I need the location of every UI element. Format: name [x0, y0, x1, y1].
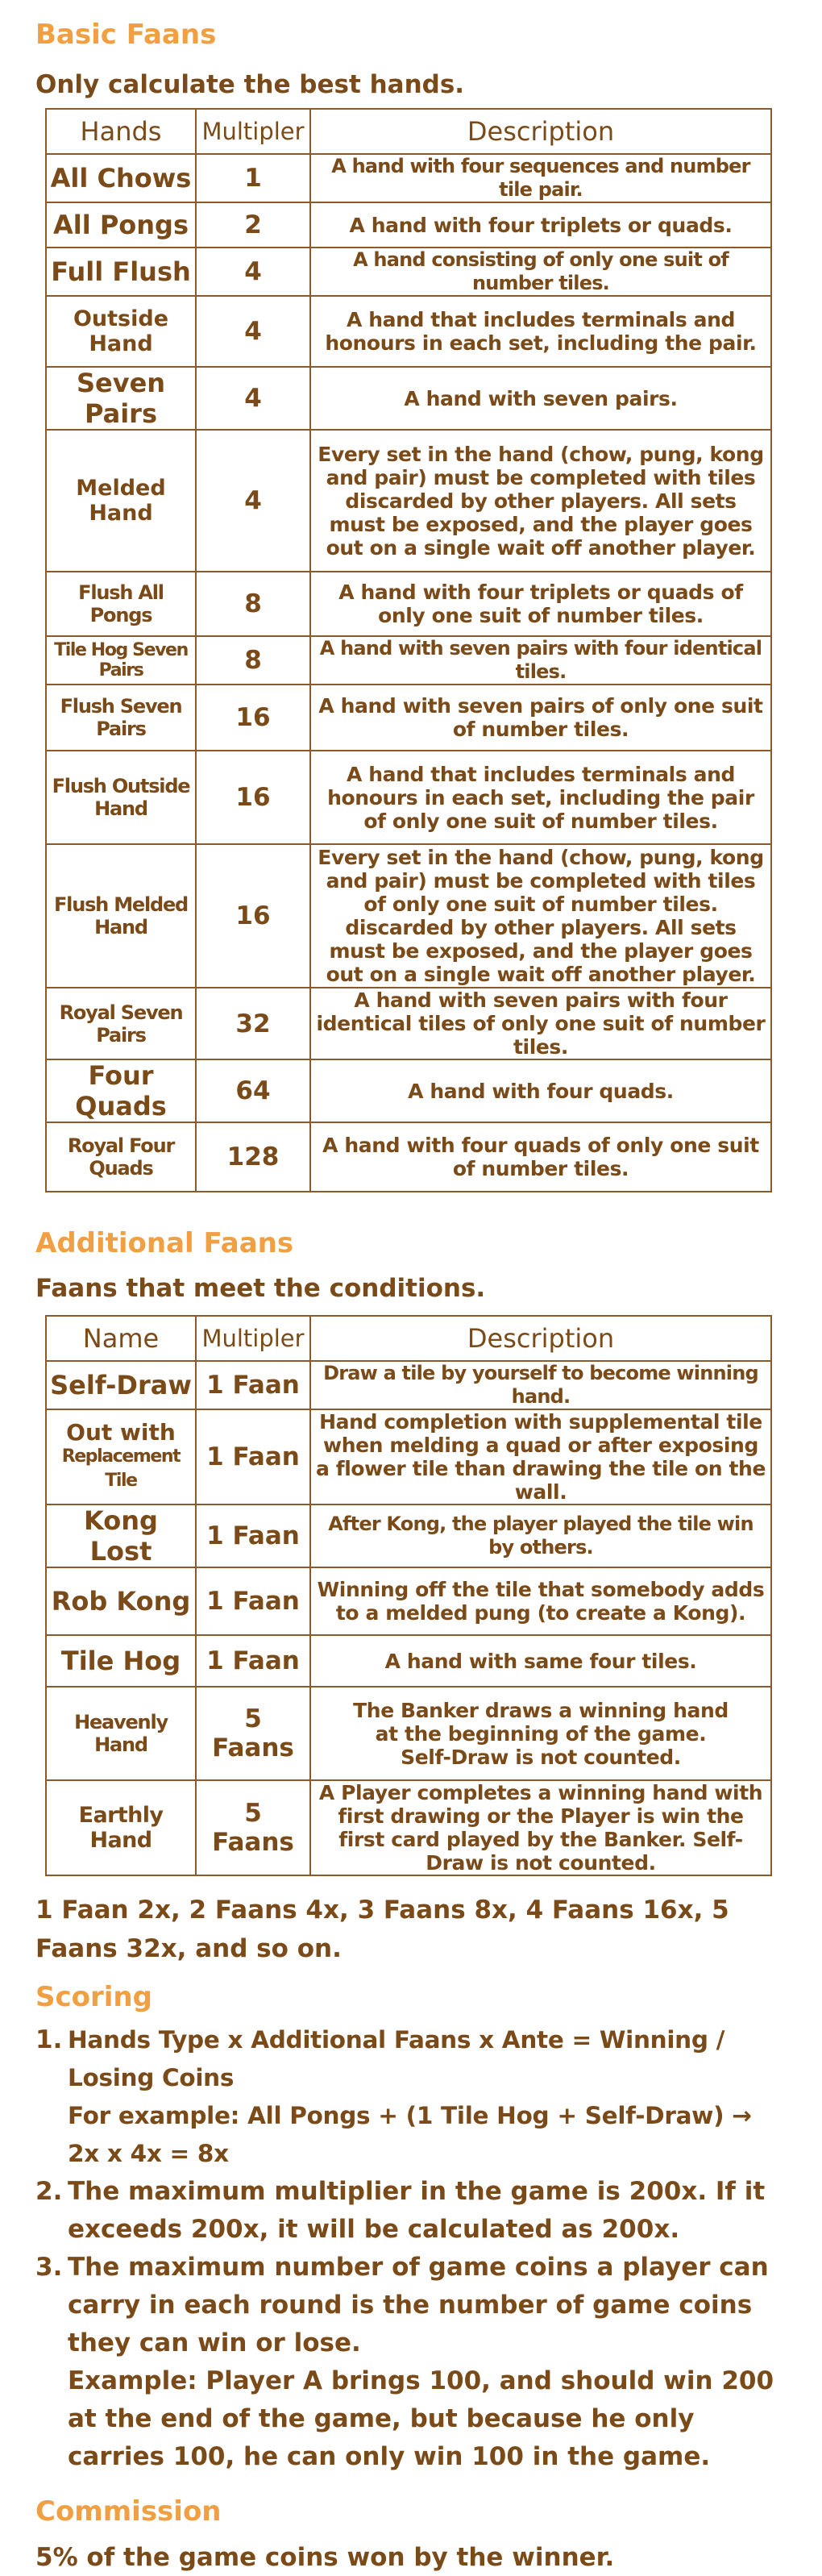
- basic-faans-title: Basic Faans: [35, 19, 217, 51]
- hand-description: A hand consisting of only one suit of number tiles.: [310, 248, 771, 296]
- scoring-item-number: 3.: [35, 2253, 63, 2282]
- table-row: [46, 1059, 771, 1122]
- faan-name-line1: Out with: [66, 1419, 176, 1446]
- faan-name: Earthly Hand: [46, 1780, 196, 1875]
- hand-description: Every set in the hand (chow, pung, kong and pair) must be completed with tiles discarded by other players. All sets must be exposed, and the player goes out on a single wait off another player.: [310, 430, 771, 572]
- hand-multiplier: 4: [196, 248, 310, 296]
- faan-multiplier-note: 1 Faan 2x, 2 Faans 4x, 3 Faans 8x, 4 Faans 16x, 5 Faans 32x, and so on.: [35, 1896, 729, 1963]
- faan-description: A Player completes a winning hand with first drawing or the Player is win the first card played by the Banker. Self-Draw is not counted.: [310, 1780, 771, 1875]
- scoring-item-text: The maximum number of game coins a player can carry in each round is the number of game coins they can win or lose.: [68, 2253, 769, 2358]
- header-hands: Hands: [46, 109, 196, 154]
- header-multipler: Multipler: [196, 1316, 310, 1361]
- additional-faans-table: [45, 1315, 772, 1876]
- hand-name: Flush Outside Hand: [46, 751, 196, 844]
- hand-name: Seven Pairs: [46, 367, 196, 430]
- faan-name: Heavenly Hand: [46, 1687, 196, 1780]
- faan-description-line1: The Banker draws a winning hand: [353, 1698, 729, 1722]
- table-row: [46, 296, 771, 367]
- hand-multiplier: 16: [196, 751, 310, 844]
- additional-faans-title: Additional Faans: [35, 1227, 294, 1259]
- scoring-title: Scoring: [35, 1981, 152, 2013]
- scoring-item: [35, 2021, 787, 2173]
- faan-description: Winning off the tile that somebody adds to a melded pung (to create a Kong).: [310, 1567, 771, 1635]
- hand-multiplier: 64: [196, 1059, 310, 1122]
- faan-multiplier: 1 Faan: [196, 1504, 310, 1567]
- table-row: [46, 988, 771, 1059]
- hand-multiplier: 4: [196, 430, 310, 572]
- header-description: Description: [310, 1316, 771, 1361]
- faan-multiplier: 5 Faans: [196, 1687, 310, 1780]
- faan-multiplier: 1 Faan: [196, 1361, 310, 1409]
- faan-multiplier: 1 Faan: [196, 1567, 310, 1635]
- hand-name: Royal Seven Pairs: [46, 988, 196, 1059]
- hand-multiplier: 1: [196, 154, 310, 202]
- hand-name: Flush All Pongs: [46, 572, 196, 636]
- hand-multiplier: 8: [196, 636, 310, 685]
- hand-description: Every set in the hand (chow, pung, kong and pair) must be completed with tiles of only one suit of number tiles. discarded by other players. All sets must be exposed, and the player goes out on a single wait off another player.: [310, 844, 771, 988]
- scoring-list: [35, 2021, 787, 2476]
- hand-multiplier: 8: [196, 572, 310, 636]
- faan-name: Rob Kong: [46, 1567, 196, 1635]
- hand-multiplier: 2: [196, 202, 310, 248]
- hand-name: Melded Hand: [46, 430, 196, 572]
- faan-name-line2: Replacement Tile: [61, 1446, 181, 1491]
- table-row: [46, 685, 771, 751]
- faan-multiplier: 1 Faan: [196, 1409, 310, 1504]
- hand-multiplier: 16: [196, 685, 310, 751]
- hand-description: A hand with four triplets or quads of only one suit of number tiles.: [310, 572, 771, 636]
- hand-name: All Pongs: [46, 202, 196, 248]
- hand-description: A hand with seven pairs of only one suit of number tiles.: [310, 685, 771, 751]
- hand-name: Royal Four Quads: [46, 1122, 196, 1192]
- faan-description: Hand completion with supplemental tile when melding a quad or after exposing a flower tile than drawing the tile on the wall.: [310, 1409, 771, 1504]
- hand-name: Full Flush: [46, 248, 196, 296]
- hand-description: A hand with four quads.: [310, 1059, 771, 1122]
- scoring-item-example: Example: Player A brings 100, and should win 200 at the end of the game, but because he only carries 100, he can only win 100 in the game.: [68, 2366, 774, 2471]
- faan-name: Kong Lost: [46, 1504, 196, 1567]
- scoring-item-number: 1.: [35, 2025, 63, 2054]
- hand-description: A hand with seven pairs with four identical tiles.: [310, 636, 771, 685]
- faan-description: After Kong, the player played the tile win by others.: [310, 1504, 771, 1567]
- hand-description: A hand with four triplets or quads.: [310, 202, 771, 248]
- table-row: [46, 1635, 771, 1687]
- hand-description: A hand with four sequences and number tile pair.: [310, 154, 771, 202]
- hand-description: A hand with seven pairs.: [310, 367, 771, 430]
- hand-multiplier: 128: [196, 1122, 310, 1192]
- faan-name: [46, 1409, 196, 1504]
- hand-multiplier: 16: [196, 844, 310, 988]
- scoring-item-example: For example: All Pongs + (1 Tile Hog + Self-Draw) → 2x x 4x = 8x: [68, 2102, 752, 2167]
- table-header-row: [46, 109, 771, 154]
- table-row: [46, 751, 771, 844]
- table-row: [46, 1687, 771, 1780]
- additional-faans-subtitle: Faans that meet the conditions.: [35, 1274, 486, 1303]
- table-row: [46, 1780, 771, 1875]
- basic-faans-subtitle: Only calculate the best hands.: [35, 70, 465, 99]
- hand-description: A hand with four quads of only one suit of number tiles.: [310, 1122, 771, 1192]
- header-name: Name: [46, 1316, 196, 1361]
- scoring-item-text: Hands Type x Additional Faans x Ante = Winning / Losing Coins: [68, 2026, 725, 2091]
- table-row: [46, 572, 771, 636]
- table-row: [46, 1409, 771, 1504]
- hand-multiplier: 4: [196, 296, 310, 367]
- faan-multiplier: 5 Faans: [196, 1780, 310, 1875]
- faan-description: Draw a tile by yourself to become winning hand.: [310, 1361, 771, 1409]
- faan-description-line2: at the beginning of the game.: [375, 1721, 707, 1746]
- hand-name: Tile Hog Seven Pairs: [46, 636, 196, 685]
- commission-text: 5% of the game coins won by the winner.: [35, 2543, 615, 2572]
- hand-name: Four Quads: [46, 1059, 196, 1122]
- table-row: [46, 844, 771, 988]
- table-row: [46, 154, 771, 202]
- hand-multiplier: 4: [196, 367, 310, 430]
- hand-description: A hand that includes terminals and honours in each set, including the pair.: [310, 296, 771, 367]
- hand-name: Outside Hand: [46, 296, 196, 367]
- table-row: [46, 636, 771, 685]
- hand-description: A hand that includes terminals and honours in each set, including the pair of only one suit of number tiles.: [310, 751, 771, 844]
- table-row: [46, 1361, 771, 1409]
- table-header-row: [46, 1316, 771, 1361]
- hand-name: All Chows: [46, 154, 196, 202]
- faan-description: A hand with same four tiles.: [310, 1635, 771, 1687]
- hand-description: A hand with seven pairs with four identical tiles of only one suit of number tiles.: [310, 988, 771, 1059]
- faan-description-line3: Self-Draw is not counted.: [401, 1745, 681, 1769]
- faan-name: Tile Hog: [46, 1635, 196, 1687]
- scoring-item: [35, 2173, 787, 2249]
- faan-multiplier: 1 Faan: [196, 1635, 310, 1687]
- table-row: [46, 1504, 771, 1567]
- commission-title: Commission: [35, 2495, 222, 2528]
- faan-description: [310, 1687, 771, 1780]
- scoring-item: [35, 2249, 787, 2476]
- hand-multiplier: 32: [196, 988, 310, 1059]
- table-row: [46, 1567, 771, 1635]
- table-row: [46, 367, 771, 430]
- table-row: [46, 248, 771, 296]
- basic-faans-table: [45, 108, 772, 1192]
- scoring-item-text: The maximum multiplier in the game is 200x. If it exceeds 200x, it will be calculated as 200x.: [68, 2177, 766, 2244]
- faan-name: Self-Draw: [46, 1361, 196, 1409]
- scoring-item-number: 2.: [35, 2177, 63, 2206]
- table-row: [46, 202, 771, 248]
- table-row: [46, 1122, 771, 1192]
- header-multipler: Multipler: [196, 109, 310, 154]
- table-row: [46, 430, 771, 572]
- header-description: Description: [310, 109, 771, 154]
- hand-name: Flush Seven Pairs: [46, 685, 196, 751]
- hand-name: Flush Melded Hand: [46, 844, 196, 988]
